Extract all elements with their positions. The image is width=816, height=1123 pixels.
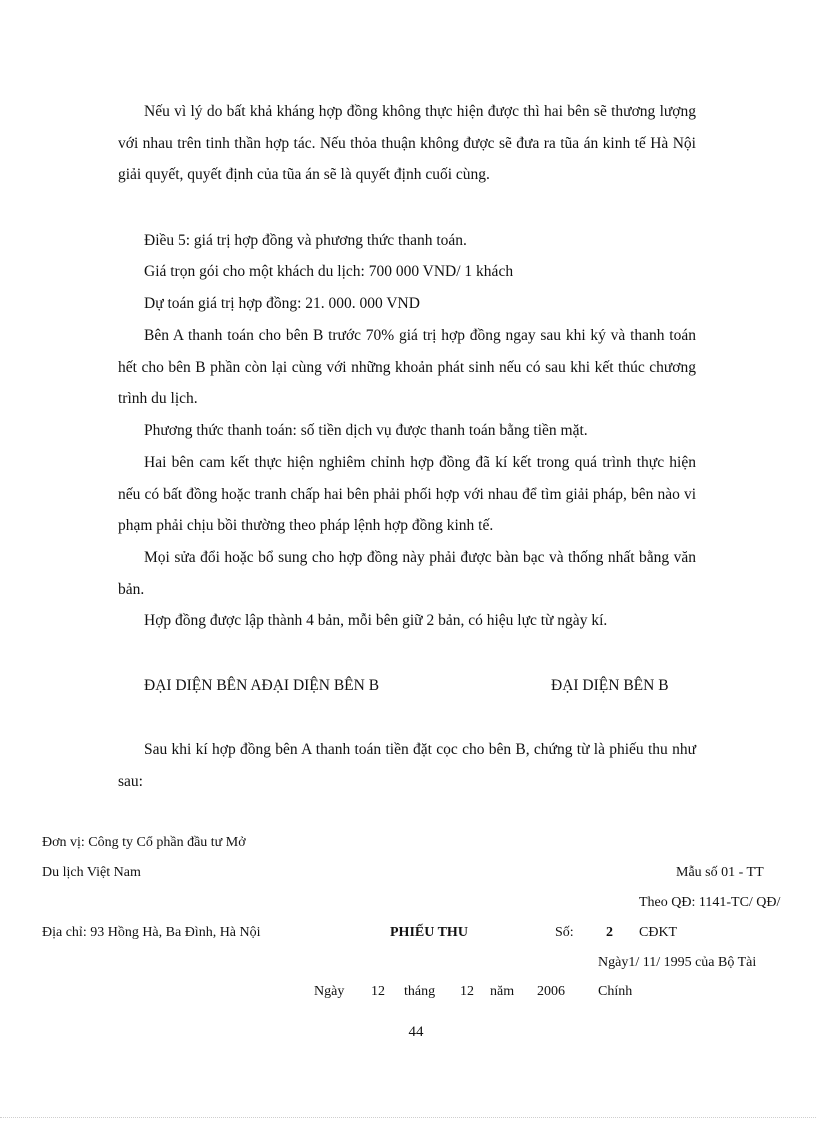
receipt-decision-line2: CĐKT: [639, 925, 678, 940]
receipt-date-month: 12: [460, 984, 474, 999]
payment-terms-paragraph: Bên A thanh toán cho bên B trước 70% giá trị hợp đồng ngay sau khi ký và thanh toán hết cho bên B phần còn lại cùng với những khoản phát sinh nếu có sau khi kết thúc chương trình du lịch.: [118, 327, 696, 407]
receipt-address: Địa chỉ: 93 Hồng Hà, Ba Đình, Hà Nội: [42, 925, 261, 940]
signature-left: ĐẠI DIỆN BÊN AĐẠI DIỆN BÊN B: [144, 677, 380, 694]
force-majeure-paragraph: Nếu vì lý do bất khả kháng hợp đồng không thực hiện được thì hai bên sẽ thương lượng với nhau trên tinh thần hợp tác. Nếu thỏa thuận không được sẽ đưa ra tũa án kinh tế Hà Nội giải quyết, quyết định của tũa án sẽ là quyết định cuối cùng.: [118, 103, 696, 183]
receipt-date-day: 12: [371, 984, 385, 999]
receipt-date-year: 2006: [537, 984, 565, 999]
receipt-number-value: 2: [606, 925, 613, 940]
receipt-form-number: Mẫu số 01 - TT: [676, 865, 764, 880]
package-price-line: Giá trọn gói cho một khách du lịch: 700 000 VND/ 1 khách: [144, 263, 514, 280]
receipt-date-year-label: năm: [490, 984, 515, 999]
page-number: 44: [408, 1024, 424, 1040]
copies-paragraph: Hợp đồng được lập thành 4 bản, mỗi bên giữ 2 bản, có hiệu lực từ ngày kí.: [144, 612, 608, 629]
payment-method-line: Phương thức thanh toán: số tiền dịch vụ được thanh toán bằng tiền mặt.: [144, 422, 588, 439]
receipt-date-day-label: Ngày: [314, 984, 345, 999]
commitment-paragraph: Hai bên cam kết thực hiện nghiêm chỉnh hợp đồng đã kí kết trong quá trình thực hiện nếu có bất đồng hoặc tranh chấp hai bên phải phối hợp với nhau để tìm giải pháp, bên nào vi phạm phải chịu bồi thường theo pháp lệnh hợp đồng kinh tế.: [118, 454, 696, 534]
contract-estimate-line: Dự toán giá trị hợp đồng: 21. 000. 000 VND: [144, 295, 420, 312]
receipt-decision-line3: Ngày1/ 11/ 1995 của Bộ Tài: [598, 955, 757, 970]
article-5-heading: Điều 5: giá trị hợp đồng và phương thức thanh toán.: [144, 232, 467, 249]
page-bottom-divider: [0, 1117, 816, 1118]
receipt-unit-line1: Đơn vị: Công ty Cổ phần đầu tư Mở: [42, 835, 246, 850]
after-signing-paragraph: Sau khi kí hợp đồng bên A thanh toán tiền đặt cọc cho bên B, chứng từ là phiếu thu như sau:: [118, 741, 696, 790]
receipt-date-month-label: tháng: [404, 984, 436, 999]
amendments-paragraph: Mọi sửa đổi hoặc bổ sung cho hợp đồng này phải được bàn bạc và thống nhất bằng văn bản.: [118, 549, 696, 598]
receipt-unit-line2: Du lịch Việt Nam: [42, 865, 141, 880]
receipt-number-label: Số:: [555, 925, 574, 940]
signature-right: ĐẠI DIỆN BÊN B: [551, 677, 669, 694]
receipt-decision-line4: Chính: [598, 984, 633, 999]
receipt-title: PHIẾU THU: [390, 925, 468, 940]
receipt-decision-line1: Theo QĐ: 1141-TC/ QĐ/: [639, 895, 781, 910]
